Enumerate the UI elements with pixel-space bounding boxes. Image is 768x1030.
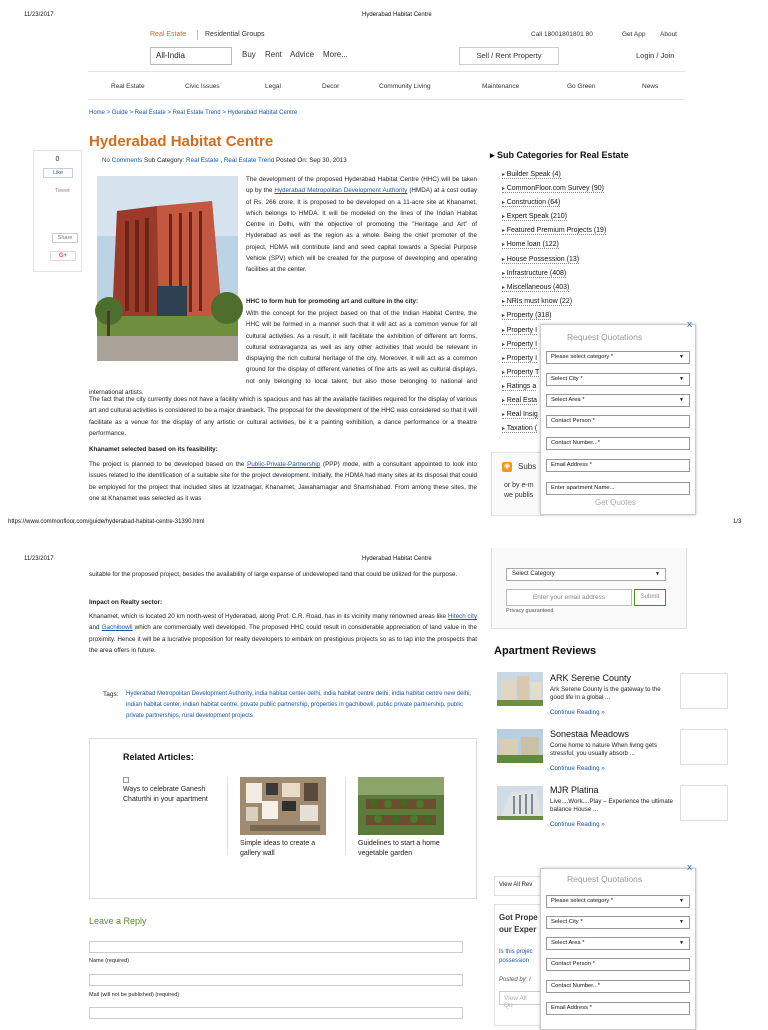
sidebar-item[interactable]: ▸ Featured Premium Projects (19) (502, 227, 606, 235)
review-desc: Come home to nature When living gets stressful, you usually absorb ... (550, 742, 657, 757)
mail-label: Mail (will not be published) (required) (89, 992, 180, 998)
sidebar-item[interactable]: ▸ Property (318) (502, 312, 551, 320)
city-selector[interactable]: All-India (150, 47, 232, 65)
image-placeholder-icon (123, 777, 129, 783)
subcat-real-estate[interactable]: Real Estate (186, 157, 219, 164)
nav-maintenance[interactable]: Maintenance (482, 83, 520, 90)
nav-legal[interactable]: Legal (265, 83, 281, 90)
question-link[interactable]: Is this projec (499, 949, 533, 955)
sidebar-item[interactable]: ▸ Builder Speak (4) (502, 171, 561, 179)
posted-by: Posted by: I (499, 977, 531, 983)
article-paragraph-4: The project is planned to be developed based on the Public-Private-Partnership (PPP) mode, with a consultant appointed to look into issues related to the identification of a suitable site for the project development. Initially, the HDMA had many sites at its disposal that could be employed for the project that included sites at Izzatnagar, Khanamet, Jawaharnagar and Shamshabad. From among these sites, the one at Khanamet was selected as it was (89, 461, 477, 502)
page-title: Hyderabad Habitat Centre (89, 133, 274, 150)
review-name[interactable]: MJR Platina (550, 785, 599, 795)
ark-serene-county-image[interactable] (497, 672, 543, 706)
print-date: 11/23/2017 (24, 556, 54, 562)
gachibowli-link[interactable]: Gachibowli (101, 624, 133, 632)
related-article-3[interactable]: Guidelines to start a home vegetable garden (358, 840, 440, 857)
submit-button[interactable]: Submit (634, 589, 666, 606)
quote-title: Request Quotations (567, 874, 643, 884)
sidebar-item[interactable]: ▸ Property I (502, 341, 537, 349)
breadcrumb: Home > Guide > Real Estate > Real Estate Trend > Hyderabad Habitat Centre (89, 110, 298, 116)
quote-contact-person[interactable]: Contact Person * (546, 415, 690, 428)
quote-email[interactable]: Email Address * (546, 459, 690, 472)
print-page-2 (0, 548, 768, 1024)
get-app-link[interactable]: Get App (622, 31, 646, 38)
close-icon[interactable]: X (687, 320, 693, 329)
mail-input[interactable] (89, 974, 463, 986)
sidebar-item[interactable]: ▸ Miscellaneous (403) (502, 284, 569, 292)
breadcrumb-home[interactable]: Home (89, 110, 106, 116)
quote-category-select[interactable]: Please select category * ▼ (546, 351, 690, 364)
article-paragraph-4-cont: suitable for the proposed project, besides the availability of large expanse of undeveloped land that could be utilized for the purpose. (89, 571, 458, 578)
subscribe-text: or by e-m (504, 482, 534, 489)
sidebar-item[interactable]: ▸ Property I (502, 355, 537, 363)
vegetable-garden-thumbnail[interactable] (358, 777, 444, 835)
subscribe-text: we publis (504, 492, 534, 499)
section-heading-1: HHC to form hub for promoting art and culture in the city: (246, 298, 419, 305)
quote-contact-person[interactable]: Contact Person * (546, 958, 690, 971)
review-side-box (680, 729, 728, 765)
divider (88, 71, 685, 72)
leave-reply-title: Leave a Reply (89, 916, 147, 926)
subscribe-title: Subs (518, 462, 537, 471)
quote-city-select[interactable]: Select City * ▼ (546, 373, 690, 386)
hmda-link[interactable]: Hyderabad Metropolitan Development Authority (274, 187, 408, 195)
subscribe-box-continued (491, 548, 687, 629)
article-meta: No Comments Sub Category: Real Estate , Real Estate Trend Posted On: Sep 30, 2013 (102, 157, 347, 164)
section-heading-3: Impact on Realty sector: (89, 599, 163, 606)
quote-apartment[interactable]: Enter apartment Name... (546, 482, 690, 495)
advice-link[interactable]: Advice (290, 50, 315, 59)
sidebar-item[interactable]: ▸ Construction (64) (502, 199, 560, 207)
related-article-2[interactable]: Simple ideas to create a gallery wall (240, 840, 316, 857)
nav-community-living[interactable]: Community Living (379, 83, 431, 90)
sidebar-item[interactable]: ▸ Ratings a (502, 383, 536, 391)
article-paragraph-2: With the concept for the project based on that of the Indian Habitat Centre, the HHC will be formed in a manner such that it will act as a common venue for all cultural activities. As a result, it will facilitate the exhibition of different art forms, cultural extravaganza as well as any other activities that would be relevant in displaying the rich cultural heritage of the city. Moreover, it will act as a common ground for the display of different varieties of fine arts as well as cultural displays, not only belonging to local talent, but also those belonging to national and international artists. (89, 310, 477, 397)
gallery-wall-thumbnail[interactable] (240, 777, 326, 835)
related-article-1[interactable]: Ways to celebrate Ganesh Chaturthi in your apartment (123, 786, 208, 803)
breadcrumb-current[interactable]: Hyderabad Habitat Centre (227, 110, 298, 116)
subcat-real-estate-trend[interactable]: Real Estate Trend (223, 157, 275, 164)
breadcrumb-real-estate[interactable]: Real Estate (134, 110, 166, 116)
tags-label: Tags: (103, 691, 119, 698)
share-button[interactable]: Share (52, 233, 78, 243)
apartment-reviews-title: Apartment Reviews (494, 645, 597, 657)
review-name[interactable]: Sonestaa Meadows (550, 729, 630, 739)
sidebar-item[interactable]: ▸ Property T (502, 369, 539, 377)
like-count: 0 (55, 156, 60, 163)
website-input[interactable] (89, 1007, 463, 1019)
category-select[interactable]: Select Category ▼ (506, 568, 666, 581)
share-widget (33, 150, 82, 272)
quote-title: Request Quotations (567, 332, 643, 342)
login-link[interactable]: Login / Join (636, 51, 675, 60)
view-all-reviews-link[interactable]: View All Rev (494, 876, 541, 896)
got-title: Got Prope (499, 913, 538, 922)
quote-popup (540, 868, 696, 1030)
quote-contact-number[interactable]: Contact Number...* (546, 437, 690, 450)
divider (345, 777, 346, 855)
sidebar-item[interactable]: ▸ House Possession (13) (502, 256, 579, 264)
sidebar-item[interactable]: ▸ Real Insig (502, 411, 538, 419)
nav-go-green[interactable]: Go Green (567, 83, 596, 90)
breadcrumb-guide[interactable]: Guide (111, 110, 128, 116)
nav-news[interactable]: News (642, 83, 659, 90)
sidebar-item[interactable]: ▸ Expert Speak (210) (502, 213, 567, 221)
rent-link[interactable]: Rent (265, 50, 282, 59)
article-paragraph-5: Khanamet, which is located 20 km north-west of Hyderabad, along Prof. C.R. Road, has in its vicinity many renowned areas like Hitech city and Gachibowli which are commercially well developed. The proposed HHC could result in considerable appreciation of land value in the proximity. Hence it will be a lucrative proposition for realty developers to embark on prestigious projects so as to tap into the prospects that the area offers in future. (89, 613, 478, 654)
sidebar-item[interactable]: ▸ Real Esta (502, 397, 537, 405)
review-name[interactable]: ARK Serene County (550, 673, 632, 683)
divider (88, 99, 685, 100)
article-paragraph-1: The development of the proposed Hyderabad Habitat Centre (HHC) will be taken up by the Hyderabad Metropolitan Development Authority (HMDA) at a cost outlay of Rs. 266 crore. It is proposed to be developed on a 11-acre site at Khanamet, which belongs to HMDA. It will be modeled on the lines of the Indian Habitat Centre in Delhi, with the objective of promoting the "Heritage and Art" of Hyderabad as well as the region as a whole. Being the chief promoter of the project, HDMA will contribute land and seed capital towards a Special Purpose Vehicle (SPV) which will be created for the purpose of developing and operating facilities at the center. (246, 176, 478, 274)
sidebar-title: ▸ Sub Categories for Real Estate (490, 150, 629, 160)
view-all-questions-button[interactable]: View All Qu (499, 991, 542, 1005)
quote-city-select[interactable]: Select City * ▼ (546, 916, 690, 929)
buy-link[interactable]: Buy (242, 50, 256, 59)
divider (197, 30, 198, 40)
sidebar-item[interactable]: ▸ Home loan (122) (502, 241, 559, 249)
email-subscribe-input[interactable]: Enter your email address (506, 589, 632, 606)
print-url: https://www.commonfloor.com/guide/hyderabad-habitat-centre-31390.html (8, 519, 205, 525)
subscribe-box (491, 452, 544, 516)
more-link[interactable]: More... (323, 50, 348, 59)
call-number: Call 18001801801 80 (531, 31, 593, 38)
quote-area-select[interactable]: Select Area * ▼ (546, 394, 690, 407)
review-desc: Live....Work....Play – Experience the ultimate balance House ... (550, 798, 674, 813)
mjr-platina-image[interactable] (497, 786, 543, 820)
breadcrumb-real-estate-trend[interactable]: Real Estate Trend (172, 110, 221, 116)
article-paragraph-3: The fact that the city currently does not have a facility which is spacious and has all the available facilities required for the display of various art and cultural activities is considered to be a major drawback. The proposal for the development of the HHC was considered so that it will facilitate as a venue for the display of any artistic or cultural activities, be it a painting exhibition, a dance performance or a theatre performance. (89, 396, 477, 437)
comments-link[interactable]: No Comments (102, 157, 143, 164)
name-label: Name (required) (89, 958, 130, 964)
review-desc: Ark Serene County is the gateway to the good life in a global ... (550, 686, 661, 701)
nav-real-estate[interactable]: Real Estate (111, 83, 145, 90)
get-quotes-button[interactable]: Get Quotes (595, 498, 636, 507)
quote-popup (540, 324, 696, 515)
about-link[interactable]: About (660, 31, 677, 38)
print-title: Hyderabad Habitat Centre (362, 12, 432, 18)
tweet-button[interactable]: Tweet (55, 188, 70, 194)
tags-list[interactable]: Hyderabad Metropolitan Development Authority, india habitat center delhi, india habitat centre delhi, india habitat centre new delhi, indian habitat center, indian habitat centre, private public partnership, properties in gachibowli, public private partnership, public private partnerships, rural development projects (126, 691, 472, 719)
print-date: 11/23/2017 (24, 12, 54, 18)
print-title: Hyderabad Habitat Centre (362, 556, 432, 562)
review-side-box (680, 673, 728, 709)
name-input[interactable] (89, 941, 463, 953)
continue-reading-link[interactable]: Continue Reading » (550, 765, 605, 772)
privacy-note: Privacy guaranteed (506, 608, 554, 614)
quote-email[interactable]: Email Address * (546, 1002, 690, 1015)
nav-civic-issues[interactable]: Civic Issues (185, 83, 220, 90)
gplus-button[interactable]: G+ (50, 251, 76, 261)
close-icon[interactable]: X (687, 863, 693, 872)
continue-reading-link[interactable]: Continue Reading » (550, 821, 605, 828)
rss-icon: ◉ (503, 463, 511, 470)
review-side-box (680, 785, 728, 821)
got-title: our Exper (499, 925, 537, 934)
sonestaa-meadows-image[interactable] (497, 729, 543, 763)
like-button[interactable]: Like (43, 168, 73, 178)
sidebar-item[interactable]: ▸ Taxation ( (502, 425, 537, 433)
quote-area-select[interactable]: Select Area * ▼ (546, 937, 690, 950)
sidebar-item[interactable]: ▸ Property I (502, 327, 537, 335)
section-heading-2: Khanamet selected based on its feasibility: (89, 446, 218, 453)
sidebar-item[interactable]: ▸ NRIs must know (22) (502, 298, 572, 306)
tab-residential-groups[interactable]: Residential Groups (205, 31, 265, 38)
question-link[interactable]: possession (499, 958, 530, 964)
related-title: Related Articles: (123, 752, 194, 762)
related-articles (89, 738, 477, 899)
tab-real-estate[interactable]: Real Estate (150, 31, 187, 38)
sidebar-item[interactable]: ▸ CommonFloor.com Survey (90) (502, 185, 604, 193)
ppp-link[interactable]: Public-Private-Partnership (247, 461, 321, 468)
sell-rent-button[interactable]: Sell / Rent Property (459, 47, 559, 65)
float-spacer (89, 308, 246, 381)
hitech-city-link[interactable]: Hitech city (447, 613, 477, 620)
divider (227, 777, 228, 855)
quote-category-select[interactable]: Please select category * ▼ (546, 895, 690, 908)
print-page-number: 1/3 (733, 519, 742, 525)
sidebar-item[interactable]: ▸ Infrastructure (408) (502, 270, 566, 278)
nav-decor[interactable]: Decor (322, 83, 340, 90)
continue-reading-link[interactable]: Continue Reading » (550, 709, 605, 716)
got-question-box (494, 904, 542, 1026)
quote-contact-number[interactable]: Contact Number...* (546, 980, 690, 993)
